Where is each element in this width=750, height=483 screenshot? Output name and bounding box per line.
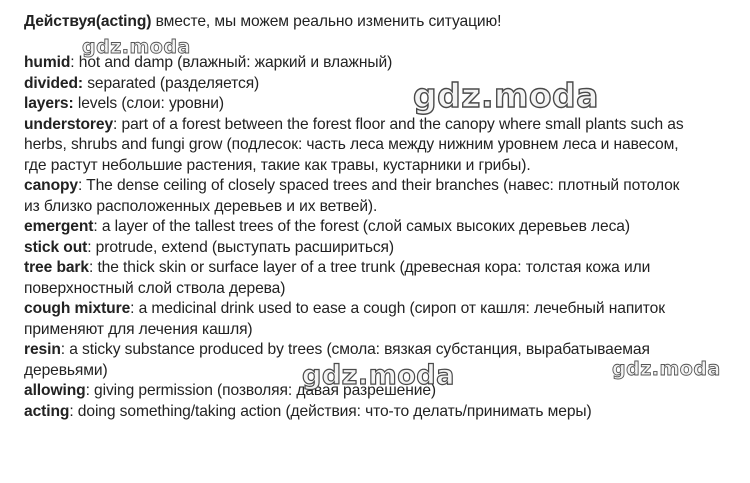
entry-cough-mixture <box>24 299 739 320</box>
entry-definition: : The dense ceiling of closely spaced trees and their branches (навес: плотный потолок <box>78 177 680 194</box>
entry-term: stick out <box>24 238 88 256</box>
entry-definition: : a medicinal drink used to ease a cough (сироп от кашля: лечебный напиток <box>130 300 665 317</box>
vocabulary-list <box>24 12 739 422</box>
entry-definition: levels (слои: уровни) <box>73 95 225 112</box>
entry-continuation: herbs, shrubs and fungi grow (подлесок: часть леса между нижним уровнем леса и навесом, <box>24 136 679 153</box>
entry-continuation: деревьями) <box>24 361 108 379</box>
entry-term: layers: <box>24 95 74 112</box>
entry-term: humid <box>24 54 71 71</box>
entry-term: divided: <box>24 74 83 92</box>
watermark: gdz.moda <box>413 76 599 115</box>
entry-continuation: поверхностный слой ствола дерева) <box>24 279 286 297</box>
entry-definition: : a layer of the tallest trees of the forest (слой самых высоких деревьев леса) <box>93 218 630 235</box>
entry-acting <box>24 402 739 423</box>
watermark: gdz.moda <box>612 358 721 380</box>
entry-term: allowing <box>24 382 86 399</box>
entry-term: cough mixture <box>24 300 131 317</box>
watermark: gdz.moda <box>302 360 455 391</box>
spacer-line <box>24 33 739 54</box>
entry-term: emergent <box>24 218 94 235</box>
entry-term: tree bark <box>24 259 89 276</box>
entry-continuation: из близко расположенных деревьев и их ветвей). <box>24 197 378 215</box>
entry-term: acting <box>24 402 70 420</box>
entry-term: canopy <box>24 177 78 194</box>
intro-line <box>24 12 739 33</box>
entry-understorey <box>24 115 739 136</box>
entry-continuation: применяют для лечения кашля) <box>24 320 253 338</box>
watermark: gdz.moda <box>82 36 191 58</box>
entry-canopy <box>24 176 739 197</box>
entry-term: resin <box>24 341 61 358</box>
entry-resin <box>24 340 739 361</box>
entry-layers <box>24 94 739 115</box>
entry-definition: : doing something/taking action (действия: что-то делать/принимать меры) <box>69 402 592 420</box>
entry-definition: : hot and damp (влажный: жаркий и влажный) <box>70 54 393 71</box>
entry-divided <box>24 74 739 95</box>
entry-tree-bark <box>24 258 739 279</box>
entry-definition: : the thick skin or surface layer of a tree trunk (древесная кора: толстая кожа или <box>88 259 651 276</box>
entry-definition: : protrude, extend (выступать расшириться) <box>87 238 394 256</box>
intro-text: вместе, мы можем реально изменить ситуацию! <box>151 13 502 30</box>
intro-term: Действуя(acting) <box>24 13 152 30</box>
entry-definition: : a sticky substance produced by trees (смола: вязкая субстанция, вырабатываемая <box>60 341 650 358</box>
entry-humid <box>24 53 739 74</box>
entry-definition: : giving permission (позволяя: давая разрешение) <box>85 382 436 399</box>
entry-emergent <box>24 217 739 238</box>
entry-definition: : part of a forest between the forest floor and the canopy where small plants such as <box>113 115 684 133</box>
entry-continuation: где растут небольшие растения, такие как травы, кустарники и грибы). <box>24 156 531 174</box>
entry-term: understorey <box>24 115 114 133</box>
entry-stick-out <box>24 238 739 259</box>
entry-allowing <box>24 381 739 402</box>
entry-definition: separated (разделяется) <box>82 74 260 92</box>
